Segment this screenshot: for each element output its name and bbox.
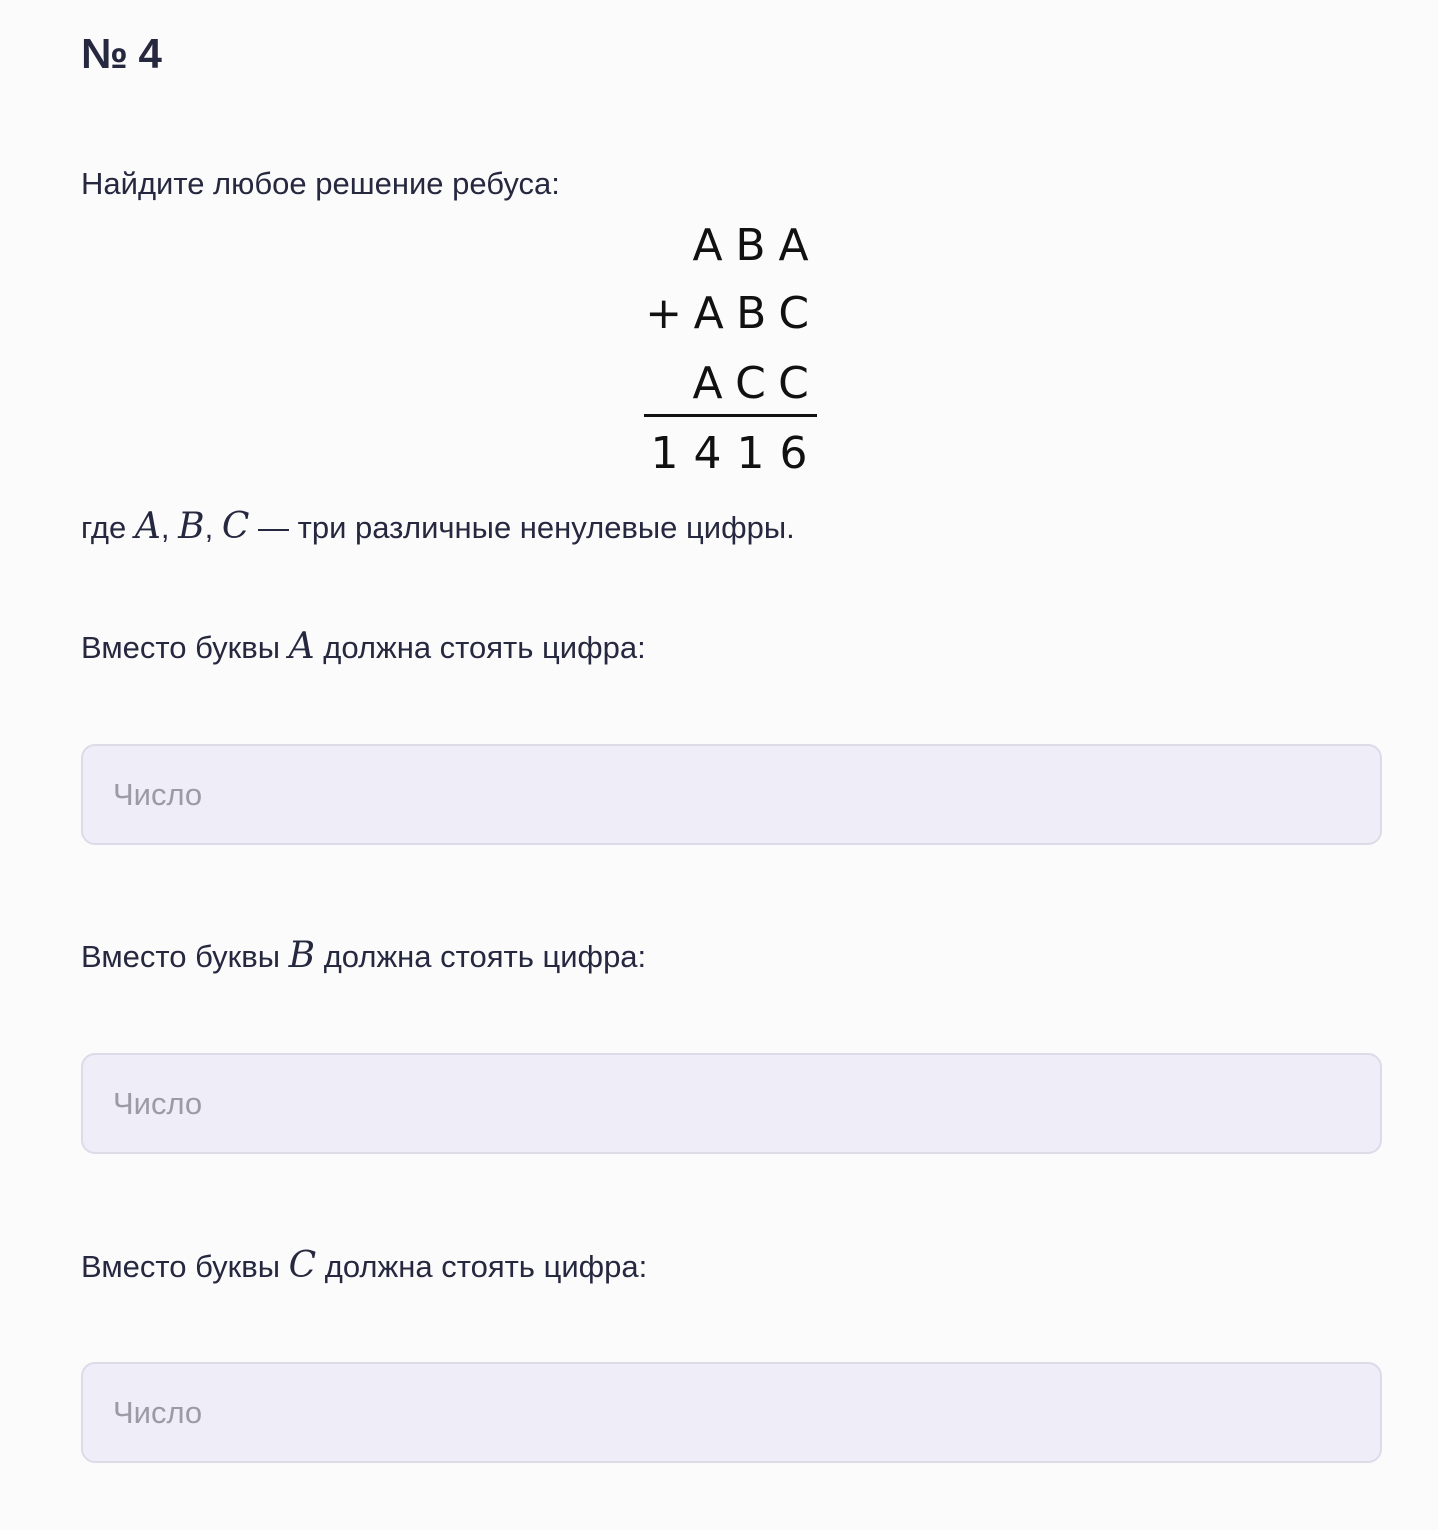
question-suffix: должна стоять цифра: — [323, 939, 647, 974]
rebus-row-2 — [640, 288, 815, 339]
question-b-label — [81, 935, 646, 976]
question-suffix: должна стоять цифра: — [323, 630, 646, 665]
question-letter: B — [288, 935, 316, 976]
var-a: A — [134, 506, 161, 547]
rebus-digit: 4 — [693, 428, 722, 479]
condition-sep: , — [160, 510, 170, 545]
rebus-digit: A — [692, 358, 723, 409]
sum-line — [644, 414, 817, 417]
rebus-digit: C — [778, 358, 809, 409]
rebus-digit: C — [735, 358, 766, 409]
condition-prefix: где — [81, 510, 127, 545]
rebus-row-1 — [640, 220, 815, 271]
problem-condition — [81, 506, 795, 547]
question-letter: C — [288, 1245, 317, 1286]
rebus-digit: A — [692, 220, 723, 271]
rebus-digit: 1 — [650, 428, 679, 479]
rebus-digit: 6 — [779, 428, 808, 479]
condition-sep: , — [204, 510, 214, 545]
rebus-result — [640, 428, 815, 479]
question-suffix: должна стоять цифра: — [324, 1249, 648, 1284]
question-prefix: Вместо буквы — [81, 939, 280, 974]
question-c-label — [81, 1245, 647, 1286]
question-prefix: Вместо буквы — [81, 1249, 280, 1284]
rebus-digit: B — [735, 220, 766, 271]
rebus-row-3 — [640, 358, 815, 409]
var-b: B — [178, 506, 205, 547]
task-number: № 4 — [81, 30, 162, 77]
rebus-figure — [640, 220, 820, 480]
question-a-label — [81, 626, 646, 667]
answer-a-input[interactable] — [81, 744, 1382, 845]
question-letter: A — [288, 626, 315, 667]
rebus-digit: A — [778, 220, 809, 271]
rebus-digit: 1 — [736, 428, 765, 479]
rebus-digit: A — [693, 288, 724, 339]
var-c: C — [221, 506, 250, 547]
question-prefix: Вместо буквы — [81, 630, 280, 665]
plus-sign: + — [645, 288, 683, 339]
answer-b-input[interactable] — [81, 1053, 1382, 1154]
problem-prompt: Найдите любое решение ребуса: — [81, 166, 560, 201]
condition-suffix: — три различные ненулевые цифры. — [258, 510, 795, 545]
rebus-digit: B — [736, 288, 767, 339]
answer-c-input[interactable] — [81, 1362, 1382, 1463]
rebus-digit: C — [778, 288, 810, 339]
